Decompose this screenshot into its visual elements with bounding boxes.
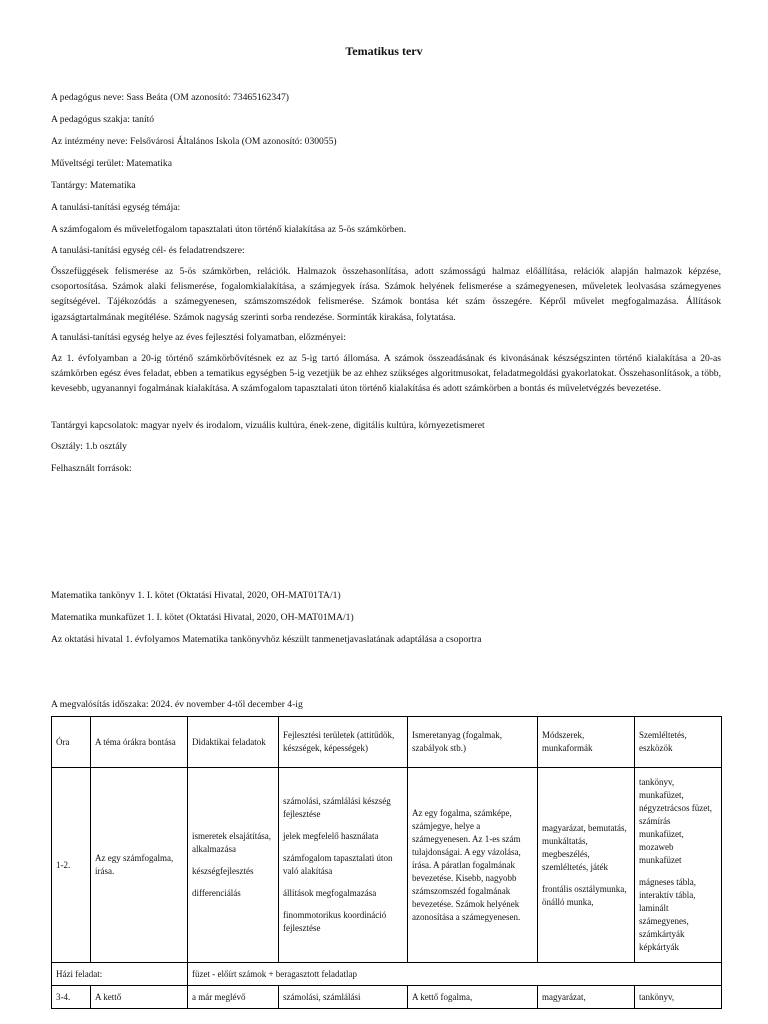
header-tema: A téma órákra bontása — [91, 717, 188, 768]
table-row — [52, 768, 722, 963]
teacher-name: A pedagógus neve: Sass Beáta (OM azonosító: 73465162347) — [51, 92, 289, 103]
header-ora: Óra — [52, 717, 91, 768]
cell-szemleltetes — [635, 768, 722, 963]
institution-name: Az intézmény neve: Felsővárosi Általános Iskola (OM azonosító: 030055) — [51, 136, 337, 147]
subject: Tantárgy: Matematika — [51, 180, 136, 191]
cell-line: mágneses tábla, interaktív tábla, laminált számegyenes, számkártyák képkártyák — [639, 877, 696, 952]
header-ismeretanyag: Ismeretanyag (fogalmak, szabályok stb.) — [408, 717, 538, 768]
table-row — [52, 986, 722, 1009]
cell-line: számolási, számlálási készség fejlesztése — [283, 796, 391, 819]
cell-fejlesztesi — [279, 768, 408, 963]
cell-ismeretanyag: A kettő fogalma, — [408, 986, 538, 1009]
cell-modszerek — [538, 768, 635, 963]
cell-didaktikai: a már meglévő — [188, 986, 279, 1009]
cell-line: finommotorikus koordináció fejlesztése — [283, 910, 387, 933]
cell-ismeretanyag: Az egy fogalma, számképe, számjegye, helye a számegyenesen. Az 1-es szám tulajdonságai. A egy vázolása, írása. A páratlan fogalmának bevezetése. Kisebb, nagyobb számszomszéd fogalmának bevezetése. Számok helyének azonosítása a számegyenesen. — [408, 768, 538, 963]
cell-modszerek: magyarázat, — [538, 986, 635, 1009]
subject-field: Műveltségi terület: Matematika — [51, 158, 172, 169]
cell-line: ismeretek elsajátítása, alkalmazása — [192, 831, 271, 854]
cell-ora: 1-2. — [52, 768, 91, 963]
homework-value: füzet - előírt számok + beragasztott feladatlap — [188, 963, 722, 986]
unit-topic: A számfogalom és műveletfogalom tapasztalati úton történő kialakítása az 5-ös számkörben. — [51, 224, 407, 235]
cell-didaktikai — [188, 768, 279, 963]
header-modszerek: Módszerek, munkaformák — [538, 717, 635, 768]
cell-line: frontális osztálymunka, önálló munka, — [542, 883, 627, 907]
sources-label: Felhasznált források: — [51, 463, 132, 474]
goals-label: A tanulási-tanítási egység cél- és feladatrendszere: — [51, 245, 245, 256]
unit-topic-label: A tanulási-tanítási egység témája: — [51, 202, 181, 213]
implementation-period: A megvalósítás időszaka: 2024. év november 4-től december 4-ig — [51, 699, 303, 710]
place-text: Az 1. évfolyamban a 20-ig történő számkörbővítésnek ez az 5-ig tartó állomása. A számok összeadásának és kivonásának készségszinten történő kialakítása a 20-as számkörben egész éves feladat, ebben a tematikus egységben 5-ig vezetjük be az ehhez szükséges algoritmusokat, feladatmegoldási gyakorlatokat. Összehasonlítások, a több, kevesebb, ugyanannyi fogalmának kialakítása. A számfogalom tapasztalati úton történő kialakítása és adott számkörben a bontás és műveletvégzés bevezetése. — [51, 353, 721, 395]
homework-label: Házi feladat: — [52, 963, 188, 986]
table-header-row — [52, 717, 722, 768]
header-didaktikai: Didaktikai feladatok — [188, 717, 279, 768]
homework-row — [52, 963, 722, 986]
class-name: Osztály: 1.b osztály — [51, 441, 127, 452]
header-szemleltetes: Szemléltetés, eszközök — [635, 717, 722, 768]
source-curriculum: Az oktatási hivatal 1. évfolyamos Matematika tankönyvhöz készült tanmenetjavaslatának adaptálása a csoportra — [51, 634, 482, 645]
source-textbook: Matematika tankönyv 1. I. kötet (Oktatási Hivatal, 2020, OH-MAT01TA/1) — [51, 590, 341, 601]
place-label: A tanulási-tanítási egység helye az éves fejlesztési folyamatban, előzményei: — [51, 332, 346, 343]
cell-line: magyarázat, bemutatás, munkáltatás, megbeszélés, szemléltetés, játék — [542, 822, 627, 872]
lesson-plan-table — [51, 716, 722, 1009]
subject-connections: Tantárgyi kapcsolatok: magyar nyelv és irodalom, vizuális kultúra, ének-zene, digitális kultúra, környezetismeret — [51, 420, 485, 431]
goals-text: Összefüggések felismerése az 5-ös számkörben, relációk. Halmazok összehasonlítása, adott számosságú halmaz előállítása, relációk alapján halmazok képzése, csoportosítása. Számok alaki felismerése, fogalomkialakítása, a számjegyek írása. Számok helyének felismerése a számegyenesen, műveletek leolvasása számegyenes segítségével. Tájékozódás a számegyenesen, számszomszédok felismerése. Számok bontása két szám összegére. Képről művelet megfogalmazása. Állítások igazságtartalmának megítélése. Számok nagyság szerinti sorba rendezése. Sorminták kirakása, folytatása. — [51, 266, 721, 323]
cell-line: differenciálás — [192, 888, 241, 898]
document-title: Tematikus terv — [345, 44, 423, 58]
cell-line: jelek megfelelő használata — [283, 831, 379, 841]
header-fejlesztesi: Fejlesztési területek (attitűdök, készségek, képességek) — [279, 717, 408, 768]
cell-tema: Az egy számfogalma, írása. — [91, 768, 188, 963]
cell-line: készségfejlesztés — [192, 866, 254, 876]
cell-line: tankönyv, munkafüzet, négyzetrácsos füzet, számírás munkafüzet, mozaweb munkafüzet — [639, 777, 712, 865]
cell-szemleltetes: tankönyv, — [635, 986, 722, 1009]
cell-ora: 3-4. — [52, 986, 91, 1009]
cell-line: állítások megfogalmazása — [283, 888, 377, 898]
cell-fejlesztesi: számolási, számlálási — [279, 986, 408, 1009]
cell-line: számfogalom tapasztalati úton való alakítása — [283, 853, 393, 876]
source-workbook: Matematika munkafüzet 1. I. kötet (Oktatási Hivatal, 2020, OH-MAT01MA/1) — [51, 612, 354, 623]
cell-tema: A kettő — [91, 986, 188, 1009]
teacher-specialty: A pedagógus szakja: tanító — [51, 114, 155, 125]
